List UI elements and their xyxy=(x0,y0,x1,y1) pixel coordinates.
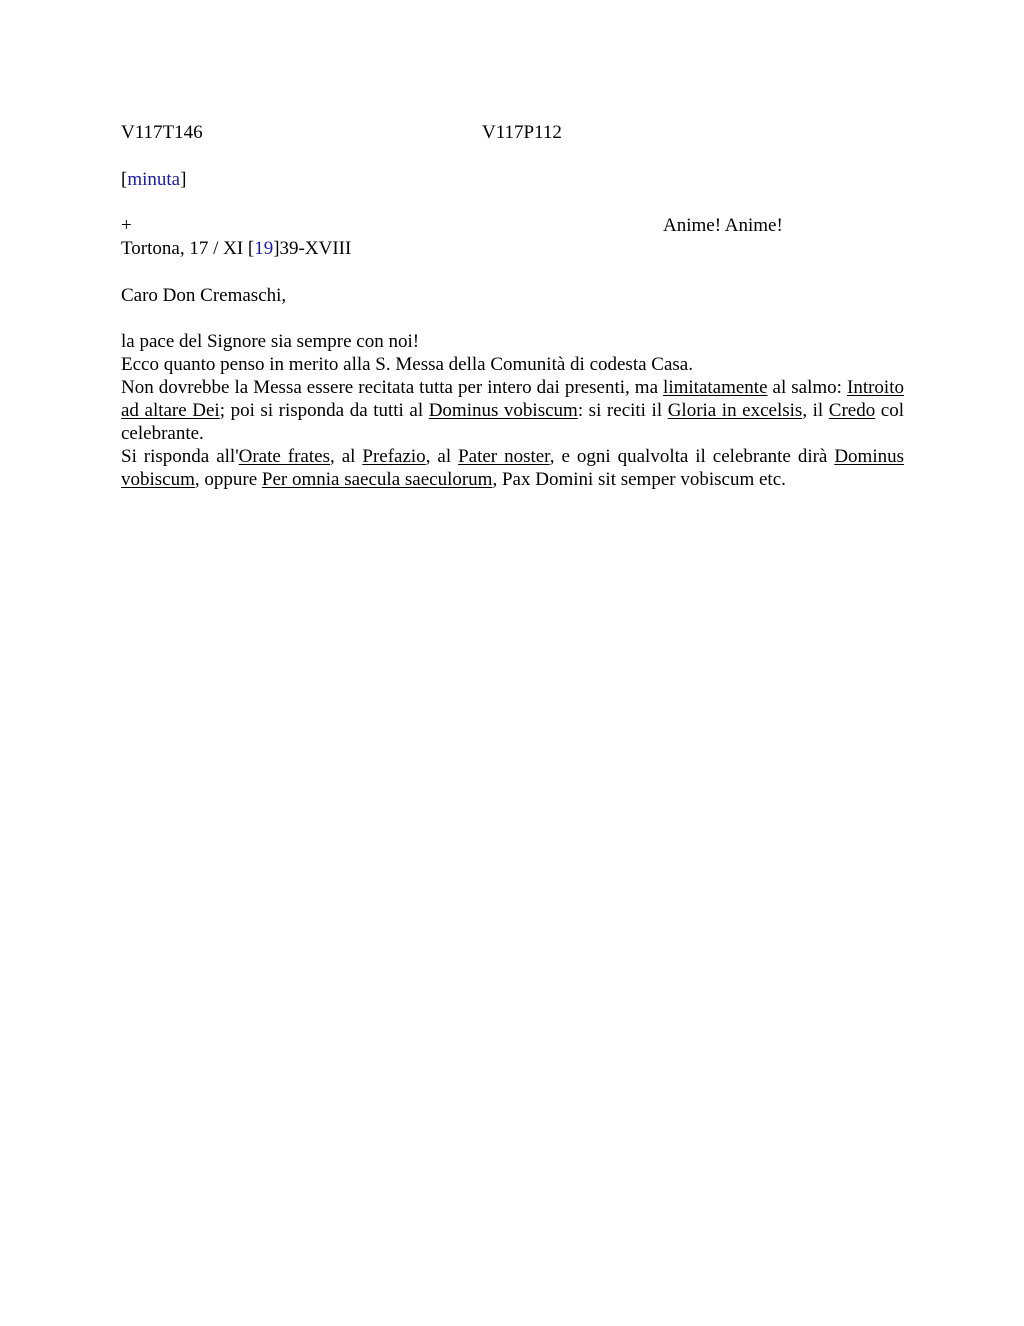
text-run: : si reciti il xyxy=(577,400,668,421)
text-run: , e ogni qualvolta il celebrante dirà xyxy=(549,446,835,467)
note-label: minuta xyxy=(127,169,181,190)
doc-id-left: V117T146 xyxy=(121,122,203,143)
place-date-post: ]39-XVIII xyxy=(273,238,352,259)
cross-symbol: + xyxy=(121,215,132,236)
underlined-term: limitatamente xyxy=(663,377,768,398)
underlined-term: Orate frates xyxy=(238,446,330,467)
text-run: Si risponda all' xyxy=(121,446,239,467)
text-run: , il xyxy=(802,400,829,421)
body-paragraph-3 xyxy=(121,376,904,445)
text-run: , al xyxy=(425,446,459,467)
note-close-bracket: ] xyxy=(180,169,187,190)
place-date xyxy=(121,237,351,260)
text-run: col celebrante. xyxy=(121,400,905,444)
text-run: Non dovrebbe la Messa essere recitata tutta per intero dai presenti, ma xyxy=(121,377,664,398)
text-run: , al xyxy=(329,446,363,467)
note-open-bracket: [ xyxy=(121,169,128,190)
place-date-pre: Tortona, 17 / XI [ xyxy=(121,238,255,259)
text-run: , Pax Domini sit semper vobiscum etc. xyxy=(492,469,786,490)
place-date-year: 19 xyxy=(254,238,274,259)
underlined-term: Credo xyxy=(828,400,876,421)
text-run: al salmo: xyxy=(767,377,847,398)
underlined-term: Prefazio xyxy=(362,446,426,467)
underlined-term: Per omnia saecula saeculorum xyxy=(261,469,493,490)
body-line-2: Ecco quanto penso in merito alla S. Messa della Comunità di codesta Casa. xyxy=(121,354,693,375)
underlined-term: Introito ad altare Dei xyxy=(121,377,904,421)
underlined-term: Pater noster xyxy=(458,446,550,467)
draft-note xyxy=(121,168,186,191)
salutation: Caro Don Cremaschi, xyxy=(121,285,287,306)
underlined-term: Dominus vobiscum xyxy=(428,400,578,421)
body-paragraph-4 xyxy=(121,445,904,491)
motto: Anime! Anime! xyxy=(663,215,783,236)
doc-id-right: V117P112 xyxy=(482,122,562,143)
body-line-1: la pace del Signore sia sempre con noi! xyxy=(121,331,420,352)
text-run: ; poi si risponda da tutti al xyxy=(219,400,429,421)
text-run: , oppure xyxy=(194,469,262,490)
underlined-term: Dominus vobiscum xyxy=(121,446,905,490)
underlined-term: Gloria in excelsis xyxy=(667,400,803,421)
